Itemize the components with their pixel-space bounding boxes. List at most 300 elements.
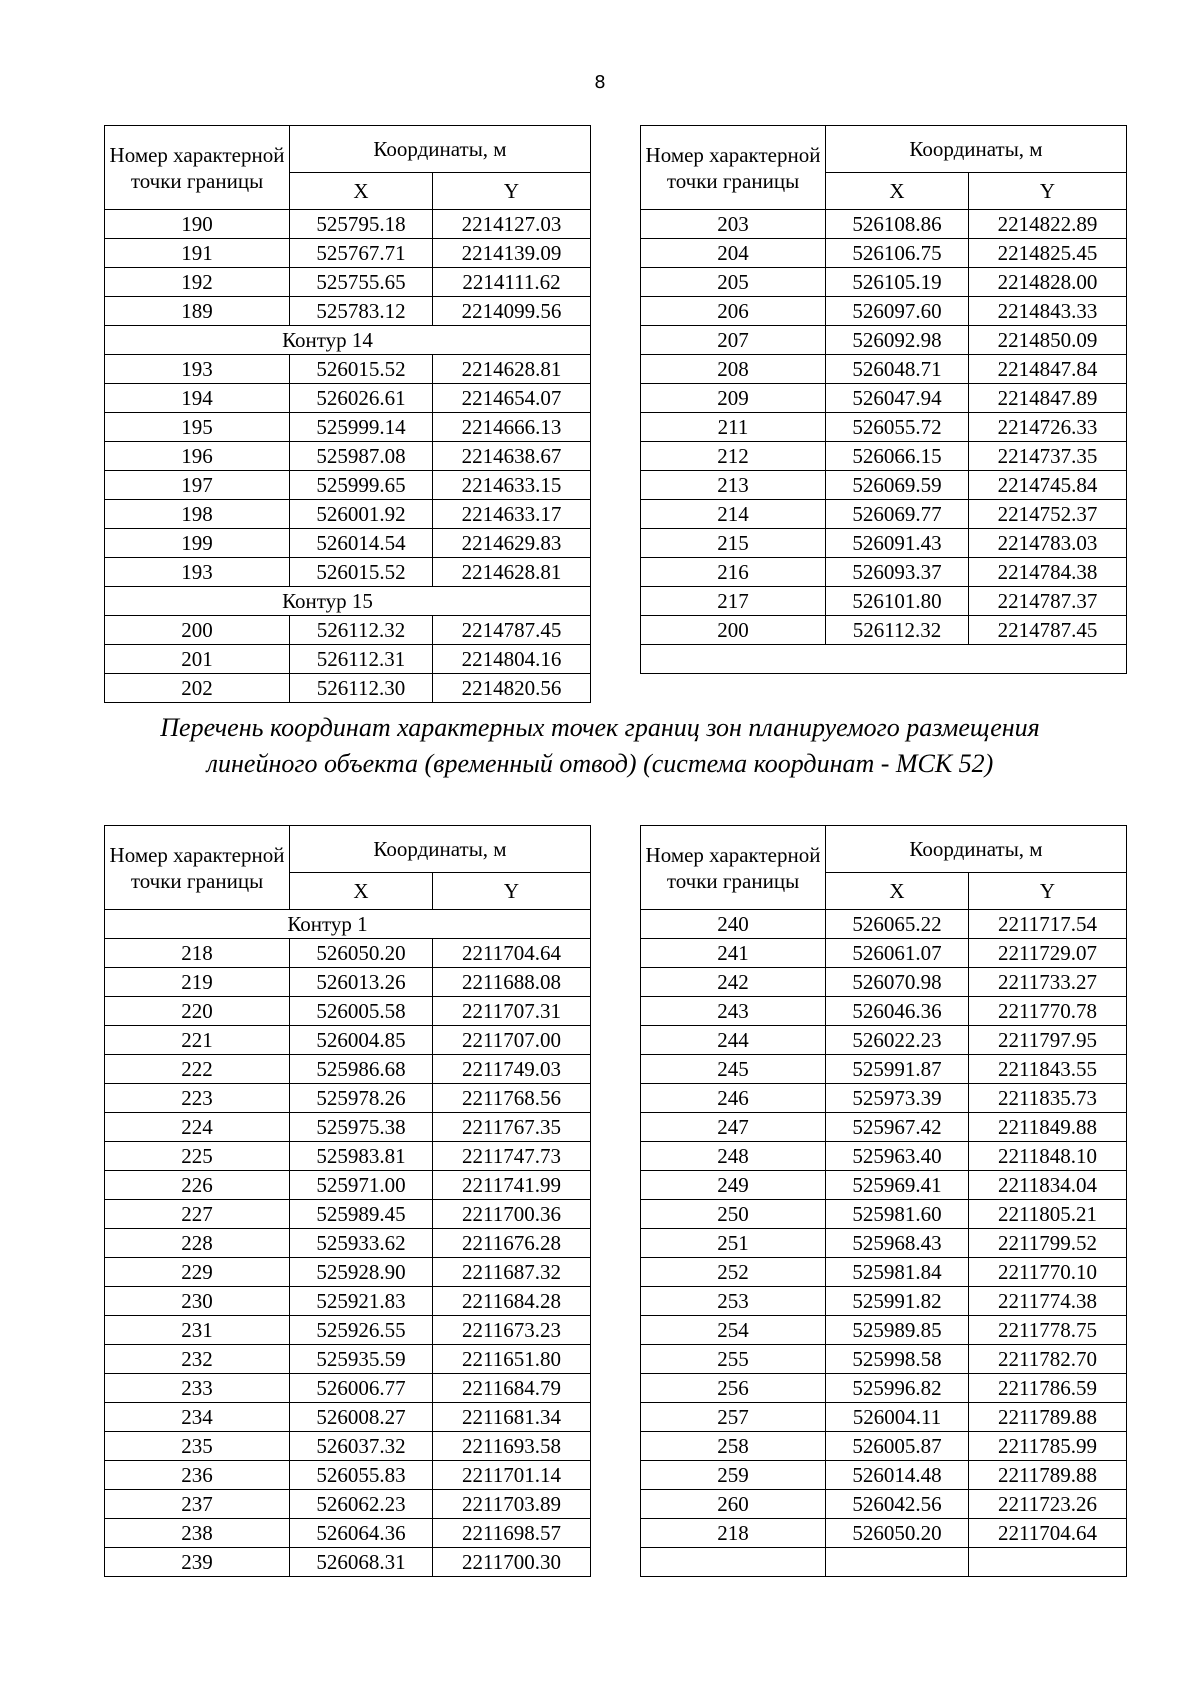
table-row — [105, 1490, 591, 1519]
x-coordinate-cell: 525968.43 — [826, 1229, 969, 1258]
y-coordinate-cell: 2211785.99 — [969, 1432, 1127, 1461]
point-number-header: Номер характерной точки границы — [105, 826, 290, 910]
x-coordinate-cell: 525933.62 — [290, 1229, 433, 1258]
point-number-cell: 221 — [105, 1026, 290, 1055]
table-row — [105, 1084, 591, 1113]
point-number-cell: 253 — [641, 1287, 826, 1316]
y-coordinate-cell: 2214654.07 — [433, 384, 591, 413]
y-coordinate-cell: 2211789.88 — [969, 1461, 1127, 1490]
point-number-cell: 198 — [105, 500, 290, 529]
y-coordinate-cell: 2211834.04 — [969, 1171, 1127, 1200]
y-coordinate-cell: 2214139.09 — [433, 239, 591, 268]
x-coordinate-cell: 525928.90 — [290, 1258, 433, 1287]
x-coordinate-cell: 525999.65 — [290, 471, 433, 500]
point-number-cell: 196 — [105, 442, 290, 471]
point-number-cell: 254 — [641, 1316, 826, 1345]
x-coordinate-cell: 526037.32 — [290, 1432, 433, 1461]
y-coordinate-cell: 2214787.45 — [433, 616, 591, 645]
y-coordinate-cell: 2211676.28 — [433, 1229, 591, 1258]
point-number-cell: 190 — [105, 210, 290, 239]
point-number-cell: 199 — [105, 529, 290, 558]
x-coordinate-cell: 526101.80 — [826, 587, 969, 616]
y-coordinate-cell: 2214633.17 — [433, 500, 591, 529]
table-row — [641, 529, 1127, 558]
y-coordinate-cell: 2211651.80 — [433, 1345, 591, 1374]
x-header: X — [290, 173, 433, 210]
table-row — [105, 413, 591, 442]
point-number-cell: 229 — [105, 1258, 290, 1287]
y-coordinate-cell: 2214847.84 — [969, 355, 1127, 384]
table-row — [641, 1258, 1127, 1287]
point-number-cell: 200 — [641, 616, 826, 645]
y-coordinate-cell: 2211768.56 — [433, 1084, 591, 1113]
y-coordinate-cell: 2211778.75 — [969, 1316, 1127, 1345]
table-row — [105, 1200, 591, 1229]
x-coordinate-cell: 526050.20 — [290, 939, 433, 968]
y-header: Y — [433, 873, 591, 910]
point-number-cell: 245 — [641, 1055, 826, 1084]
point-number-cell: 228 — [105, 1229, 290, 1258]
x-coordinate-cell: 525973.39 — [826, 1084, 969, 1113]
point-number-cell: 251 — [641, 1229, 826, 1258]
point-number-cell: 213 — [641, 471, 826, 500]
y-coordinate-cell: 2211770.10 — [969, 1258, 1127, 1287]
coordinates-header: Координаты, м — [290, 126, 591, 173]
y-coordinate-cell: 2211774.38 — [969, 1287, 1127, 1316]
y-coordinate-cell: 2214628.81 — [433, 558, 591, 587]
x-coordinate-cell: 525963.40 — [826, 1142, 969, 1171]
table-row — [641, 210, 1127, 239]
x-coordinate-cell: 526046.36 — [826, 997, 969, 1026]
y-coordinate-cell: 2214629.83 — [433, 529, 591, 558]
point-number-cell: 224 — [105, 1113, 290, 1142]
table-row — [105, 471, 591, 500]
y-coordinate-cell: 2214843.33 — [969, 297, 1127, 326]
x-coordinate-cell: 526014.48 — [826, 1461, 969, 1490]
point-number-cell: 214 — [641, 500, 826, 529]
point-number-cell: 218 — [641, 1519, 826, 1548]
x-coordinate-cell: 525978.26 — [290, 1084, 433, 1113]
table-row — [105, 1142, 591, 1171]
x-coordinate-cell: 526064.36 — [290, 1519, 433, 1548]
x-coordinate-cell: 525989.85 — [826, 1316, 969, 1345]
x-coordinate-cell: 526093.37 — [826, 558, 969, 587]
point-number-cell: 250 — [641, 1200, 826, 1229]
y-coordinate-cell: 2211843.55 — [969, 1055, 1127, 1084]
point-number-cell: 238 — [105, 1519, 290, 1548]
table-row — [105, 1287, 591, 1316]
y-coordinate-cell: 2211749.03 — [433, 1055, 591, 1084]
x-coordinate-cell: 525996.82 — [826, 1374, 969, 1403]
y-header: Y — [969, 873, 1127, 910]
x-header: X — [290, 873, 433, 910]
y-coordinate-cell: 2211693.58 — [433, 1432, 591, 1461]
point-number-cell: 217 — [641, 587, 826, 616]
x-coordinate-cell: 525998.58 — [826, 1345, 969, 1374]
point-number-cell: 227 — [105, 1200, 290, 1229]
point-number-cell: 215 — [641, 529, 826, 558]
y-header: Y — [433, 173, 591, 210]
table-row — [641, 1287, 1127, 1316]
point-number-cell: 249 — [641, 1171, 826, 1200]
table-row — [641, 1142, 1127, 1171]
point-number-cell: 246 — [641, 1084, 826, 1113]
x-coordinate-cell: 526055.83 — [290, 1461, 433, 1490]
table-row — [105, 997, 591, 1026]
contour-label: Контур 15 — [105, 587, 591, 616]
table-row — [105, 297, 591, 326]
coordinates-header: Координаты, м — [290, 826, 591, 873]
y-coordinate-cell: 2214752.37 — [969, 500, 1127, 529]
y-coordinate-cell: 2211703.89 — [433, 1490, 591, 1519]
x-coordinate-cell: 525971.00 — [290, 1171, 433, 1200]
point-number-cell: 204 — [641, 239, 826, 268]
point-number-cell: 244 — [641, 1026, 826, 1055]
x-coordinate-cell: 525981.84 — [826, 1258, 969, 1287]
point-number-cell: 247 — [641, 1113, 826, 1142]
point-number-cell: 230 — [105, 1287, 290, 1316]
table-row — [641, 471, 1127, 500]
y-coordinate-cell: 2211786.59 — [969, 1374, 1127, 1403]
point-number-cell: 233 — [105, 1374, 290, 1403]
point-number-cell: 236 — [105, 1461, 290, 1490]
table-row — [105, 1055, 591, 1084]
x-coordinate-cell: 525969.41 — [826, 1171, 969, 1200]
point-number-cell: 205 — [641, 268, 826, 297]
table-row — [105, 558, 591, 587]
x-coordinate-cell: 526006.77 — [290, 1374, 433, 1403]
y-coordinate-cell: 2211704.64 — [433, 939, 591, 968]
point-number-cell: 231 — [105, 1316, 290, 1345]
x-coordinate-cell: 525989.45 — [290, 1200, 433, 1229]
y-coordinate-cell: 2211835.73 — [969, 1084, 1127, 1113]
y-coordinate-cell: 2211805.21 — [969, 1200, 1127, 1229]
coordinates-table-top-right — [640, 125, 1127, 674]
table-row — [105, 1374, 591, 1403]
y-coordinate-cell: 2211797.95 — [969, 1026, 1127, 1055]
x-coordinate-cell: 525983.81 — [290, 1142, 433, 1171]
table-row — [105, 968, 591, 997]
contour-row — [105, 326, 591, 355]
table-row — [105, 1316, 591, 1345]
y-coordinate-cell: 2214825.45 — [969, 239, 1127, 268]
table-row — [641, 1026, 1127, 1055]
x-coordinate-cell: 526112.30 — [290, 674, 433, 703]
point-number-header: Номер характерной точки границы — [105, 126, 290, 210]
point-number-cell: 234 — [105, 1403, 290, 1432]
point-number-cell: 241 — [641, 939, 826, 968]
table-row — [641, 1171, 1127, 1200]
point-number-cell: 206 — [641, 297, 826, 326]
table-row — [105, 1461, 591, 1490]
page-number: 8 — [594, 72, 606, 93]
table-row — [105, 1432, 591, 1461]
point-number-cell: 240 — [641, 910, 826, 939]
x-coordinate-cell: 526069.59 — [826, 471, 969, 500]
empty-row — [641, 645, 1127, 674]
point-number-cell: 225 — [105, 1142, 290, 1171]
x-coordinate-cell: 526066.15 — [826, 442, 969, 471]
y-coordinate-cell: 2211799.52 — [969, 1229, 1127, 1258]
y-coordinate-cell: 2214783.03 — [969, 529, 1127, 558]
y-coordinate-cell: 2211684.28 — [433, 1287, 591, 1316]
table-row — [105, 1345, 591, 1374]
y-coordinate-cell: 2214784.38 — [969, 558, 1127, 587]
y-coordinate-cell: 2211717.54 — [969, 910, 1127, 939]
caption-line-2: линейного объекта (временный отвод) (система координат - МСК 52) — [206, 749, 994, 778]
x-coordinate-cell: 526014.54 — [290, 529, 433, 558]
x-coordinate-cell: 526092.98 — [826, 326, 969, 355]
point-number-header: Номер характерной точки границы — [641, 826, 826, 910]
y-coordinate-cell: 2211782.70 — [969, 1345, 1127, 1374]
table-row — [641, 326, 1127, 355]
table-row — [105, 616, 591, 645]
y-coordinate-cell: 2214804.16 — [433, 645, 591, 674]
table-row — [105, 1403, 591, 1432]
table-row — [641, 1461, 1127, 1490]
y-coordinate-cell: 2214847.89 — [969, 384, 1127, 413]
table-row — [641, 997, 1127, 1026]
point-number-cell: 212 — [641, 442, 826, 471]
table-row — [105, 442, 591, 471]
x-coordinate-cell: 526106.75 — [826, 239, 969, 268]
table-row — [641, 239, 1127, 268]
point-number-cell: 195 — [105, 413, 290, 442]
point-number-cell: 219 — [105, 968, 290, 997]
x-coordinate-cell: 525975.38 — [290, 1113, 433, 1142]
y-coordinate-cell: 2211767.35 — [433, 1113, 591, 1142]
y-coordinate-cell: 2211673.23 — [433, 1316, 591, 1345]
x-coordinate-cell: 526047.94 — [826, 384, 969, 413]
y-coordinate-cell: 2214820.56 — [433, 674, 591, 703]
point-number-cell: 216 — [641, 558, 826, 587]
x-coordinate-cell: 526112.32 — [290, 616, 433, 645]
point-number-cell: 255 — [641, 1345, 826, 1374]
point-number-cell: 239 — [105, 1548, 290, 1577]
y-coordinate-cell: 2211733.27 — [969, 968, 1127, 997]
table-row — [105, 239, 591, 268]
x-coordinate-cell: 526097.60 — [826, 297, 969, 326]
x-coordinate-cell: 526042.56 — [826, 1490, 969, 1519]
y-coordinate-cell: 2211729.07 — [969, 939, 1127, 968]
x-coordinate-cell: 525926.55 — [290, 1316, 433, 1345]
empty-cell — [969, 1548, 1127, 1577]
y-coordinate-cell: 2211700.36 — [433, 1200, 591, 1229]
y-coordinate-cell: 2211704.64 — [969, 1519, 1127, 1548]
contour-row — [105, 587, 591, 616]
x-coordinate-cell: 526048.71 — [826, 355, 969, 384]
x-coordinate-cell: 526015.52 — [290, 355, 433, 384]
x-coordinate-cell: 526013.26 — [290, 968, 433, 997]
y-coordinate-cell: 2211688.08 — [433, 968, 591, 997]
empty-row — [641, 1548, 1127, 1577]
x-coordinate-cell: 526004.11 — [826, 1403, 969, 1432]
table-row — [105, 1171, 591, 1200]
point-number-cell: 226 — [105, 1171, 290, 1200]
table-row — [641, 413, 1127, 442]
table-row — [105, 1113, 591, 1142]
table-row — [641, 1403, 1127, 1432]
point-number-cell: 202 — [105, 674, 290, 703]
x-header: X — [826, 173, 969, 210]
y-coordinate-cell: 2214638.67 — [433, 442, 591, 471]
point-number-cell: 189 — [105, 297, 290, 326]
x-coordinate-cell: 526005.87 — [826, 1432, 969, 1461]
x-coordinate-cell: 526055.72 — [826, 413, 969, 442]
point-number-cell: 243 — [641, 997, 826, 1026]
x-coordinate-cell: 526112.32 — [826, 616, 969, 645]
contour-row — [105, 910, 591, 939]
table-row — [641, 558, 1127, 587]
point-number-cell: 257 — [641, 1403, 826, 1432]
x-coordinate-cell: 526062.23 — [290, 1490, 433, 1519]
contour-label: Контур 14 — [105, 326, 591, 355]
point-number-cell: 259 — [641, 1461, 826, 1490]
point-number-cell: 207 — [641, 326, 826, 355]
table-row — [105, 939, 591, 968]
x-coordinate-cell: 525999.14 — [290, 413, 433, 442]
point-number-cell: 235 — [105, 1432, 290, 1461]
empty-cell — [826, 1548, 969, 1577]
x-coordinate-cell: 526061.07 — [826, 939, 969, 968]
point-number-cell: 218 — [105, 939, 290, 968]
x-coordinate-cell: 526108.86 — [826, 210, 969, 239]
y-header: Y — [969, 173, 1127, 210]
table-row — [641, 1345, 1127, 1374]
y-coordinate-cell: 2211741.99 — [433, 1171, 591, 1200]
y-coordinate-cell: 2211747.73 — [433, 1142, 591, 1171]
table-row — [641, 1084, 1127, 1113]
table-row — [641, 939, 1127, 968]
x-coordinate-cell: 526004.85 — [290, 1026, 433, 1055]
x-coordinate-cell: 526005.58 — [290, 997, 433, 1026]
point-number-cell: 209 — [641, 384, 826, 413]
table-row — [105, 1519, 591, 1548]
point-number-cell: 260 — [641, 1490, 826, 1519]
x-coordinate-cell: 526022.23 — [826, 1026, 969, 1055]
y-coordinate-cell: 2214726.33 — [969, 413, 1127, 442]
table-row — [105, 645, 591, 674]
y-coordinate-cell: 2214787.45 — [969, 616, 1127, 645]
table-row — [641, 1432, 1127, 1461]
x-coordinate-cell: 526112.31 — [290, 645, 433, 674]
point-number-cell: 191 — [105, 239, 290, 268]
point-number-cell: 200 — [105, 616, 290, 645]
coordinates-table-bottom-right — [640, 825, 1127, 1577]
x-coordinate-cell: 526091.43 — [826, 529, 969, 558]
y-coordinate-cell: 2211707.00 — [433, 1026, 591, 1055]
x-coordinate-cell: 525783.12 — [290, 297, 433, 326]
table-row — [105, 500, 591, 529]
point-number-cell: 211 — [641, 413, 826, 442]
y-coordinate-cell: 2211698.57 — [433, 1519, 591, 1548]
y-coordinate-cell: 2211700.30 — [433, 1548, 591, 1577]
point-number-cell: 232 — [105, 1345, 290, 1374]
point-number-cell: 208 — [641, 355, 826, 384]
table-row — [105, 1548, 591, 1577]
point-number-cell: 258 — [641, 1432, 826, 1461]
y-coordinate-cell: 2211848.10 — [969, 1142, 1127, 1171]
y-coordinate-cell: 2214628.81 — [433, 355, 591, 384]
x-coordinate-cell: 526001.92 — [290, 500, 433, 529]
y-coordinate-cell: 2214822.89 — [969, 210, 1127, 239]
point-number-cell: 222 — [105, 1055, 290, 1084]
table-row — [641, 616, 1127, 645]
point-number-cell: 203 — [641, 210, 826, 239]
y-coordinate-cell: 2214745.84 — [969, 471, 1127, 500]
x-coordinate-cell: 526068.31 — [290, 1548, 433, 1577]
x-coordinate-cell: 525991.87 — [826, 1055, 969, 1084]
y-coordinate-cell: 2214111.62 — [433, 268, 591, 297]
table-row — [641, 1113, 1127, 1142]
coordinates-table-top-left — [104, 125, 591, 703]
y-coordinate-cell: 2214099.56 — [433, 297, 591, 326]
table-row — [641, 1316, 1127, 1345]
x-coordinate-cell: 526008.27 — [290, 1403, 433, 1432]
x-coordinate-cell: 526105.19 — [826, 268, 969, 297]
table-row — [105, 210, 591, 239]
x-coordinate-cell: 525986.68 — [290, 1055, 433, 1084]
x-coordinate-cell: 525767.71 — [290, 239, 433, 268]
y-coordinate-cell: 2211687.32 — [433, 1258, 591, 1287]
x-coordinate-cell: 526015.52 — [290, 558, 433, 587]
x-header: X — [826, 873, 969, 910]
x-coordinate-cell: 525981.60 — [826, 1200, 969, 1229]
point-number-cell: 223 — [105, 1084, 290, 1113]
section-caption — [0, 710, 1200, 782]
point-number-cell: 193 — [105, 355, 290, 384]
table-row — [641, 500, 1127, 529]
y-coordinate-cell: 2214666.13 — [433, 413, 591, 442]
point-number-cell: 197 — [105, 471, 290, 500]
y-coordinate-cell: 2211789.88 — [969, 1403, 1127, 1432]
table-row — [105, 1258, 591, 1287]
point-number-cell: 237 — [105, 1490, 290, 1519]
x-coordinate-cell: 525921.83 — [290, 1287, 433, 1316]
x-coordinate-cell: 526070.98 — [826, 968, 969, 997]
caption-line-1: Перечень координат характерных точек границ зон планируемого размещения — [160, 713, 1040, 742]
x-coordinate-cell: 525795.18 — [290, 210, 433, 239]
x-coordinate-cell: 525991.82 — [826, 1287, 969, 1316]
y-coordinate-cell: 2214787.37 — [969, 587, 1127, 616]
point-number-cell: 201 — [105, 645, 290, 674]
table-row — [641, 268, 1127, 297]
y-coordinate-cell: 2211770.78 — [969, 997, 1127, 1026]
y-coordinate-cell: 2211723.26 — [969, 1490, 1127, 1519]
table-row — [105, 268, 591, 297]
table-row — [641, 968, 1127, 997]
point-number-cell: 256 — [641, 1374, 826, 1403]
table-row — [641, 910, 1127, 939]
table-row — [641, 1519, 1127, 1548]
point-number-cell: 248 — [641, 1142, 826, 1171]
table-row — [105, 355, 591, 384]
table-row — [105, 529, 591, 558]
coordinates-header: Координаты, м — [826, 826, 1127, 873]
table-row — [641, 297, 1127, 326]
y-coordinate-cell: 2211701.14 — [433, 1461, 591, 1490]
table-row — [641, 442, 1127, 471]
y-coordinate-cell: 2214127.03 — [433, 210, 591, 239]
point-number-cell: 194 — [105, 384, 290, 413]
coordinates-header: Координаты, м — [826, 126, 1127, 173]
point-number-cell: 193 — [105, 558, 290, 587]
table-row — [641, 1490, 1127, 1519]
y-coordinate-cell: 2211707.31 — [433, 997, 591, 1026]
point-number-cell: 242 — [641, 968, 826, 997]
x-coordinate-cell: 526050.20 — [826, 1519, 969, 1548]
table-row — [105, 1229, 591, 1258]
